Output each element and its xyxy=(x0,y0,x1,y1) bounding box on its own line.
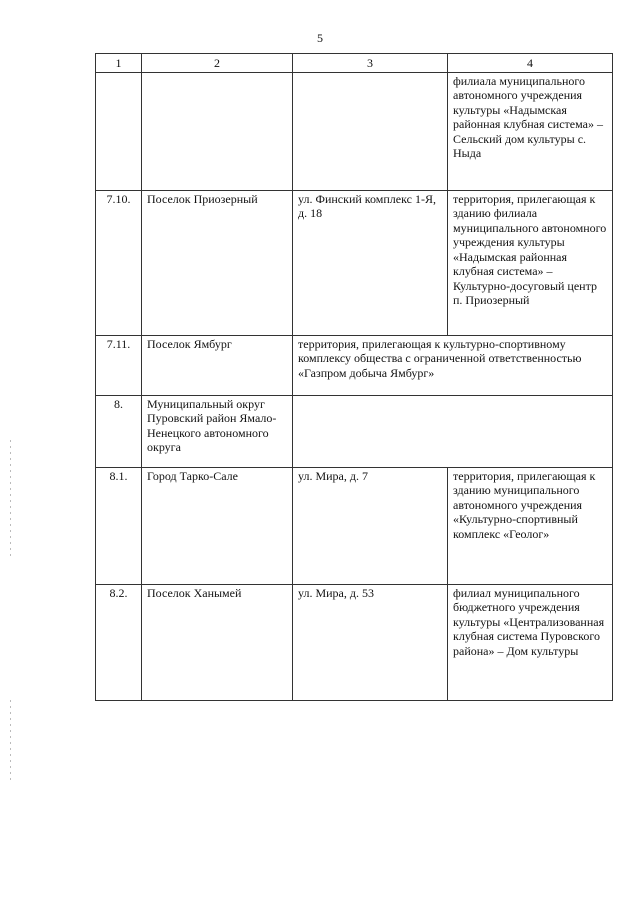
row-locality xyxy=(142,72,293,190)
row-address: ул. Мира, д. 53 xyxy=(293,584,448,700)
table-row xyxy=(96,467,613,584)
row-number: 7.11. xyxy=(96,335,142,395)
table-row xyxy=(96,395,613,467)
row-locality: Поселок Приозерный xyxy=(142,190,293,335)
row-locality: Поселок Ханымей xyxy=(142,584,293,700)
row-description: территория, прилегающая к зданию филиала муниципального автономного учреждения культуры «Надымская районная клубная система» – Культурно-досуговый центр п. Приозерный xyxy=(448,190,613,335)
row-description: территория, прилегающая к зданию муниципального автономного учреждения «Культурно-спортивный комплекс «Геолог» xyxy=(448,467,613,584)
row-merged-description: территория, прилегающая к культурно-спортивному комплексу общества с ограниченной ответственностью «Газпром добыча Ямбург» xyxy=(293,335,613,395)
table-row xyxy=(96,72,613,190)
row-locality: Город Тарко-Сале xyxy=(142,467,293,584)
row-address: ул. Мира, д. 7 xyxy=(293,467,448,584)
row-description: филиал муниципального бюджетного учреждения культуры «Централизованная клубная система Пуровского района» – Дом культуры xyxy=(448,584,613,700)
row-locality: Поселок Ямбург xyxy=(142,335,293,395)
table-row xyxy=(96,584,613,700)
document-table xyxy=(95,53,613,701)
row-number: 8.1. xyxy=(96,467,142,584)
header-col-2: 2 xyxy=(142,54,293,73)
row-number: 7.10. xyxy=(96,190,142,335)
row-number: 8.2. xyxy=(96,584,142,700)
scan-artifact-line xyxy=(10,700,11,780)
page-number: 5 xyxy=(317,31,323,45)
row-merged-description xyxy=(293,395,613,467)
table-row xyxy=(96,335,613,395)
header-col-3: 3 xyxy=(293,54,448,73)
scan-artifact-line xyxy=(10,440,11,560)
header-col-1: 1 xyxy=(96,54,142,73)
row-description: филиала муниципального автономного учреждения культуры «Надымская районная клубная система» – Сельский дом культуры с. Ныда xyxy=(448,72,613,190)
row-number xyxy=(96,72,142,190)
table-header-row xyxy=(96,54,613,73)
row-address xyxy=(293,72,448,190)
row-address: ул. Финский комплекс 1-Я, д. 18 xyxy=(293,190,448,335)
header-col-4: 4 xyxy=(448,54,613,73)
row-number: 8. xyxy=(96,395,142,467)
table-row xyxy=(96,190,613,335)
row-locality: Муниципальный округ Пуровский район Ямало-Ненецкого автономного округа xyxy=(142,395,293,467)
